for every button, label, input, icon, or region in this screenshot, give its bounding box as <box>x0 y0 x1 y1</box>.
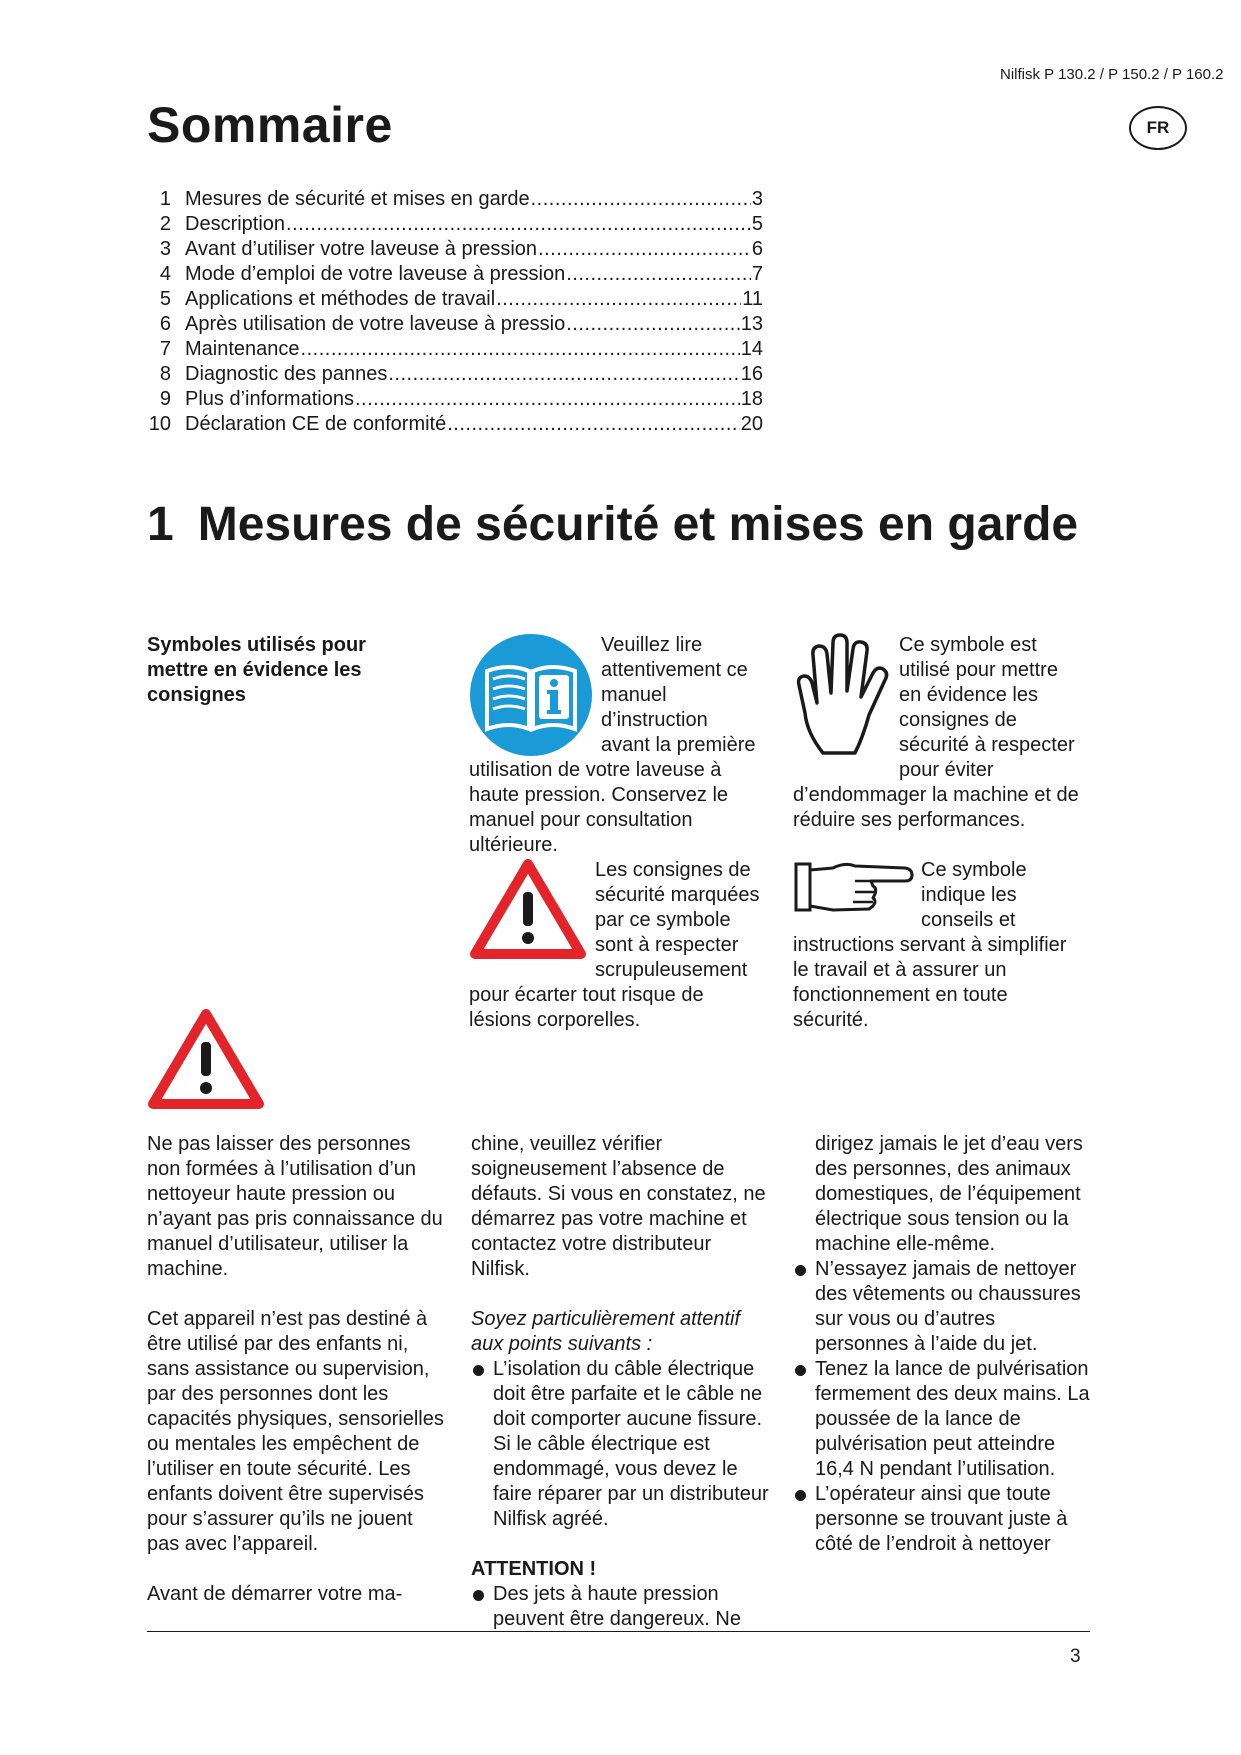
toc-entry-title: Plus d’informations <box>185 388 354 410</box>
warning-triangle-icon <box>469 858 587 960</box>
toc-entry-number: 2 <box>159 213 171 235</box>
col1-paragraph-2: Cet appareil n’est pas destiné à être utilisé par des enfants ni, sans assistance ou supervision, par des personnes dont les capacités physiques, sensorielles ou mentales les empêchent de l’utiliser en toute sécurité. Les enfants doivent être supervisés pour s’assurer qu’ils ne jouent pas avec l’appareil. <box>147 1308 444 1555</box>
toc-entry-title: Après utilisation de votre laveuse à pressio <box>185 313 566 335</box>
section-title: Mesures de sécurité et mises en garde <box>197 498 1079 551</box>
toc-entry-title: Maintenance <box>185 338 300 360</box>
table-of-contents <box>147 187 763 437</box>
toc-leader-dots <box>301 337 740 362</box>
col2-bullet-2: Des jets à haute pression peuvent être dangereux. Ne <box>471 1582 771 1632</box>
toc-leader-dots <box>566 312 740 337</box>
toc-entry[interactable] <box>147 212 763 237</box>
toc-entry-title: Mode d’emploi de votre laveuse à pression <box>185 263 566 285</box>
section-number: 1 <box>147 498 174 551</box>
toc-entry-page: 18 <box>740 388 763 410</box>
symbol-hand-text: Ce symbole est utilisé pour mettre en évidence les consignes de sécurité à respecter pour éviter d’endommager la machine et de réduire ses performances. <box>793 634 1079 831</box>
toc-entry-number: 4 <box>159 263 171 285</box>
toc-entry-page: 11 <box>742 288 763 310</box>
col1-paragraph-3: Avant de démarrer votre ma- <box>147 1583 403 1605</box>
toc-entry[interactable] <box>147 337 763 362</box>
language-badge: FR <box>1129 106 1187 150</box>
toc-entry[interactable] <box>147 287 763 312</box>
col2-italic-intro: Soyez particulièrement attentif aux points suivants : <box>471 1308 741 1355</box>
toc-entry-page: 20 <box>740 413 763 435</box>
toc-leader-dots <box>286 212 751 237</box>
toc-entry[interactable] <box>147 187 763 212</box>
toc-entry-number: 9 <box>159 388 171 410</box>
symbol-pointing-block <box>793 858 1083 1033</box>
toc-entry-title: Description <box>185 213 286 235</box>
toc-entry-page: 14 <box>740 338 763 360</box>
toc-leader-dots <box>447 412 740 437</box>
toc-entry-number: 5 <box>159 288 171 310</box>
pointing-hand-icon <box>793 858 915 918</box>
toc-entry-number: 10 <box>148 413 171 435</box>
symbol-warning-block <box>469 858 769 1033</box>
footer-rule <box>147 1631 1090 1632</box>
toc-entry-title: Mesures de sécurité et mises en garde <box>185 188 530 210</box>
toc-entry[interactable] <box>147 387 763 412</box>
toc-entry-number: 8 <box>159 363 171 385</box>
toc-entry-number: 6 <box>159 313 171 335</box>
toc-entry[interactable] <box>147 262 763 287</box>
toc-entry-page: 7 <box>751 263 763 285</box>
col2-bullet-1: L’isolation du câble électrique doit être parfaite et le câble ne doit comporter aucune fissure. Si le câble électrique est endommagé, vous devez le faire réparer par un distributeur Nilfisk agréé. <box>471 1357 771 1532</box>
toc-leader-dots <box>355 387 740 412</box>
symbol-manual-block <box>469 633 759 858</box>
toc-entry[interactable] <box>147 312 763 337</box>
toc-entry-title: Diagnostic des pannes <box>185 363 388 385</box>
body-column-2 <box>471 1132 771 1632</box>
body-column-3 <box>793 1132 1093 1557</box>
toc-entry-number: 7 <box>159 338 171 360</box>
col3-bullet-1: N’essayez jamais de nettoyer des vêtements ou chaussures sur vous ou d’autres personnes à l’aide du jet. <box>793 1257 1093 1357</box>
toc-leader-dots <box>566 262 751 287</box>
raised-hand-icon <box>793 633 893 761</box>
toc-entry-title: Applications et méthodes de travail <box>185 288 496 310</box>
col2-paragraph-1: chine, veuillez vérifier soigneusement l’absence de défauts. Si vous en constatez, ne démarrez pas votre machine et contactez votre distributeur Nilfisk. <box>471 1133 766 1280</box>
toc-entry[interactable] <box>147 362 763 387</box>
toc-entry-number: 1 <box>159 188 171 210</box>
toc-entry[interactable] <box>147 412 763 437</box>
page-number: 3 <box>1070 1646 1081 1667</box>
symbol-pointing-text: Ce symbole indique les conseils et instructions servant à simplifier le travail et à assurer un fonctionnement en toute sécurité. <box>793 859 1067 1031</box>
section-heading <box>147 497 1078 552</box>
toc-entry-page: 3 <box>751 188 763 210</box>
toc-heading: Sommaire <box>147 97 393 153</box>
large-warning-triangle-icon <box>147 1008 265 1110</box>
toc-leader-dots <box>538 237 751 262</box>
toc-entry-page: 13 <box>740 313 763 335</box>
col3-bullet-3: L’opérateur ainsi que toute personne se trouvant juste à côté de l’endroit à nettoyer <box>793 1482 1093 1557</box>
symbol-manual-text: Veuillez lire attentivement ce manuel d’instruction avant la première utilisation de votre laveuse à haute pression. Conservez le manuel pour consultation ultérieure. <box>469 634 756 856</box>
toc-entry-page: 5 <box>751 213 763 235</box>
open-book-info-icon <box>469 633 593 757</box>
symbol-warning-text: Les consignes de sécurité marquées par ce symbole sont à respecter scrupuleusement pour écarter tout risque de lésions corporelles. <box>469 859 760 1031</box>
toc-leader-dots <box>388 362 739 387</box>
toc-entry-title: Déclaration CE de conformité <box>185 413 447 435</box>
toc-entry-title: Avant d’utiliser votre laveuse à pression <box>185 238 538 260</box>
symbols-heading: Symboles utilisés pour mettre en évidence les consignes <box>147 634 366 706</box>
toc-entry-number: 3 <box>159 238 171 260</box>
col1-paragraph-1: Ne pas laisser des personnes non formées à l’utilisation d’un nettoyeur haute pression ou n’ayant pas pris connaissance du manuel d’utilisateur, utiliser la machine. <box>147 1133 443 1280</box>
body-column-1 <box>147 1132 447 1632</box>
attention-label: ATTENTION ! <box>471 1558 597 1580</box>
symbol-hand-block <box>793 633 1083 833</box>
toc-entry-page: 16 <box>740 363 763 385</box>
toc-leader-dots <box>531 187 751 212</box>
col3-bullet-2: Tenez la lance de pulvérisation fermement des deux mains. La poussée de la lance de pulvérisation peut atteindre 16,4 N pendant l’utilisation. <box>793 1357 1093 1482</box>
toc-entry[interactable] <box>147 237 763 262</box>
toc-leader-dots <box>496 287 741 312</box>
toc-entry-page: 6 <box>751 238 763 260</box>
col3-continuation: dirigez jamais le jet d’eau vers des personnes, des animaux domestiques, de l’équipement électrique sous tension ou la machine elle-même. <box>815 1133 1083 1255</box>
document-title: Nilfisk P 130.2 / P 150.2 / P 160.2 <box>1000 66 1224 83</box>
